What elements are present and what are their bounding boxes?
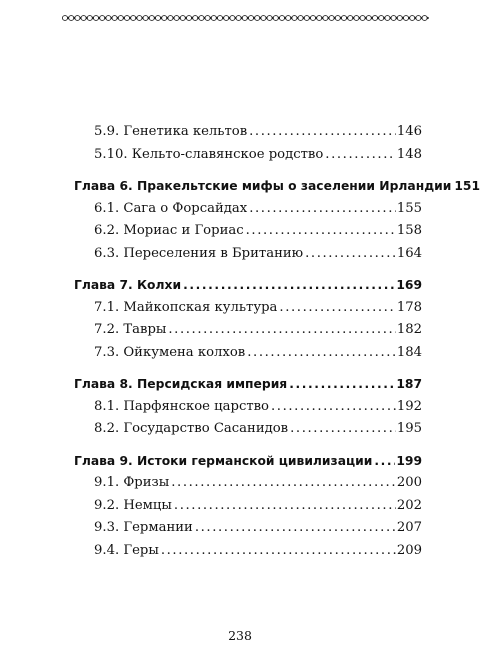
dot-leader: [279, 297, 395, 320]
table-of-contents: [74, 121, 480, 562]
dot-leader: [249, 121, 396, 144]
toc-section-entry: [74, 396, 422, 419]
toc-section-entry-label: 6.3. Переселения в Британию: [94, 245, 304, 261]
toc-section-entry: [74, 319, 422, 342]
dot-leader: [305, 243, 396, 266]
toc-section-entry-label: 5.9. Генетика кельтов: [94, 124, 248, 139]
decorative-ornament-border: [62, 14, 432, 22]
toc-section-entry-page: 195: [396, 421, 422, 436]
toc-chapter-entry: [74, 274, 422, 297]
dot-leader: [289, 373, 395, 396]
toc-section-entry: [74, 198, 422, 221]
toc-section-entry-page: 207: [396, 520, 422, 535]
toc-section-entry-label: 9.3. Германии: [94, 520, 193, 535]
toc-chapter-entry-label: Глава 8. Персидская империя: [74, 377, 288, 391]
toc-section-entry-label: 9.4. Геры: [94, 542, 159, 558]
dot-leader: [271, 396, 396, 419]
toc-section-entry: [74, 418, 422, 441]
toc-chapter-entry-page: 169: [396, 278, 422, 292]
toc-section-entry-page: 209: [396, 542, 422, 558]
toc-chapter-entry: [74, 373, 422, 396]
toc-section-entry: [74, 243, 422, 266]
toc-section-entry-label: 5.10. Кельто-славянское родство: [94, 146, 324, 162]
toc-section-entry: [74, 472, 422, 495]
dot-leader: [290, 418, 396, 441]
dot-leader: [246, 220, 396, 243]
toc-section-entry-page: 192: [396, 398, 422, 414]
toc-section-entry: [74, 495, 422, 518]
toc-section-entry: [74, 342, 422, 365]
toc-chapter-entry-label: Глава 9. Истоки германской цивилизации: [74, 453, 373, 468]
chapter-spacer: [74, 441, 422, 450]
toc-section-entry-page: 148: [396, 146, 422, 162]
toc-section-entry-label: 8.1. Парфянское царство: [94, 398, 269, 414]
toc-section-entry: [74, 121, 422, 144]
dot-leader: [168, 319, 395, 342]
dot-leader: [183, 274, 395, 297]
toc-section-entry-page: 155: [396, 200, 422, 216]
toc-chapter-entry-page: 151: [454, 179, 480, 193]
chapter-spacer: [74, 265, 422, 274]
toc-chapter-entry-page: 187: [396, 377, 422, 391]
toc-section-entry-page: 200: [396, 475, 422, 490]
toc-chapter-entry: [74, 450, 422, 473]
toc-section-entry-page: 182: [396, 322, 422, 337]
toc-chapter-entry-page: 199: [396, 453, 422, 468]
page-number: 238: [228, 628, 252, 643]
dot-leader: [195, 517, 396, 540]
toc-section-entry: [74, 220, 422, 243]
toc-section-entry-page: 202: [396, 497, 422, 513]
toc-section-entry-label: 9.2. Немцы: [94, 497, 172, 513]
dot-leader: [171, 472, 396, 495]
toc-section-entry-page: 146: [396, 124, 422, 139]
toc-section-entry: [74, 144, 422, 167]
toc-section-entry-label: 7.3. Ойкумена колхов: [94, 344, 246, 360]
chapter-spacer: [74, 166, 422, 175]
chapter-spacer: [74, 364, 422, 373]
dot-leader: [249, 198, 396, 221]
toc-section-entry: [74, 297, 422, 320]
toc-section-entry-page: 164: [396, 245, 422, 261]
toc-section-entry-label: 7.1. Майкопская культура: [94, 299, 278, 315]
toc-section-entry-label: 6.1. Сага о Форсайдах: [94, 200, 248, 216]
toc-chapter-entry-label: Глава 7. Колхи: [74, 278, 182, 292]
toc-chapter-entry: [74, 175, 480, 198]
toc-section-entry-page: 184: [396, 344, 422, 360]
toc-section-entry-label: 7.2. Тавры: [94, 322, 167, 337]
toc-section-entry-page: 158: [396, 223, 422, 238]
toc-section-entry-label: 8.2. Государство Сасанидов: [94, 421, 289, 436]
dot-leader: [161, 540, 396, 563]
dot-leader: [374, 450, 395, 473]
dot-leader: [247, 342, 396, 365]
toc-section-entry-label: 6.2. Мориас и Гориас: [94, 223, 244, 238]
toc-chapter-entry-label: Глава 6. Пракельтские мифы о заселении Ирландии: [74, 179, 452, 193]
toc-section-entry-page: 178: [396, 299, 422, 315]
toc-section-entry: [74, 540, 422, 563]
toc-section-entry-label: 9.1. Фризы: [94, 475, 170, 490]
dot-leader: [174, 495, 396, 518]
dot-leader: [325, 144, 396, 167]
toc-section-entry: [74, 517, 422, 540]
